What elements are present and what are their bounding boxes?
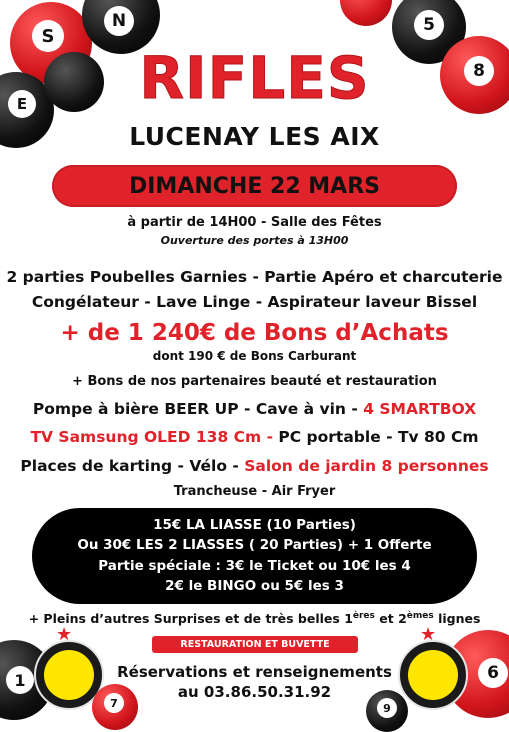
ball-label: E bbox=[8, 90, 36, 118]
ball-black-9 bbox=[366, 690, 408, 732]
star-icon: ★ bbox=[420, 624, 437, 645]
ball-label: 6 bbox=[478, 658, 508, 688]
prize-line-7-text: Places de karting - Vélo - bbox=[20, 457, 245, 475]
food-bar-label: RESTAURATION ET BUVETTE bbox=[180, 639, 330, 650]
bons-carburant: dont 190 € de Bons Carburant bbox=[152, 349, 357, 363]
sup-2: èmes bbox=[406, 611, 434, 621]
pricing-line-1: 15€ LA LIASSE (10 Parties) bbox=[153, 517, 356, 533]
date-banner bbox=[52, 165, 457, 207]
sup-1: ères bbox=[352, 611, 375, 621]
pricing-line-2: Ou 30€ LES 2 LIASSES ( 20 Parties) + 1 Offerte bbox=[77, 537, 432, 553]
surprises-text-b: et 2 bbox=[374, 611, 407, 627]
surprises-text-c: lignes bbox=[433, 611, 481, 627]
prize-smartbox: 4 SMARTBOX bbox=[363, 400, 477, 418]
prize-line-2: Congélateur - Lave Linge - Aspirateur laveur Bissel bbox=[31, 293, 478, 311]
star-icon: ★ bbox=[56, 624, 73, 645]
ball-label: N bbox=[104, 6, 134, 36]
club-logo-right bbox=[398, 640, 468, 710]
ball-label: S bbox=[32, 20, 64, 52]
phone-number: au 03.86.50.31.92 bbox=[177, 683, 332, 701]
prize-line-5-text: Pompe à bière BEER UP - Cave à vin - bbox=[32, 400, 364, 418]
ball-label: 8 bbox=[464, 56, 494, 86]
prize-line-6-text: PC portable - Tv 80 Cm bbox=[278, 428, 479, 446]
ball-red-top-right bbox=[340, 0, 392, 26]
bons-achats: + de 1 240€ de Bons d’Achats bbox=[60, 320, 449, 346]
ball-label: 7 bbox=[104, 693, 124, 713]
surprises-text-a: + Pleins d’autres Surprises et de très belles 1 bbox=[28, 611, 353, 627]
ball-red-7 bbox=[92, 684, 138, 730]
logo-inner bbox=[408, 650, 458, 700]
ball-label: 5 bbox=[414, 10, 444, 40]
prize-salon-jardin: Salon de jardin 8 personnes bbox=[244, 457, 489, 475]
ball-label: 1 bbox=[6, 666, 34, 694]
event-title: RIFLES bbox=[139, 44, 370, 112]
pricing-line-4: 2€ le BINGO ou 5€ les 3 bbox=[165, 578, 344, 594]
doors-opening: Ouverture des portes à 13H00 bbox=[160, 234, 349, 247]
prize-line-8: Trancheuse - Air Fryer bbox=[173, 484, 336, 499]
prize-line-7 bbox=[0, 457, 509, 475]
prize-line-1: 2 parties Poubelles Garnies - Partie Apéro et charcuterie bbox=[6, 268, 503, 286]
partners-line: + Bons de nos partenaires beauté et restauration bbox=[72, 374, 437, 389]
prize-tv-samsung: TV Samsung OLED 138 Cm - bbox=[30, 428, 279, 446]
event-location: LUCENAY LES AIX bbox=[129, 122, 380, 151]
event-date: DIMANCHE 22 MARS bbox=[128, 173, 380, 199]
pricing-line-3: Partie spéciale : 3€ le Ticket ou 10€ les 4 bbox=[98, 558, 411, 574]
food-bar bbox=[152, 636, 358, 653]
pricing-box bbox=[32, 508, 477, 604]
ball-label: 9 bbox=[377, 698, 397, 718]
reservations: Réservations et renseignements bbox=[117, 663, 392, 681]
logo-inner bbox=[44, 650, 94, 700]
prize-line-6 bbox=[0, 428, 509, 446]
time-place: à partir de 14H00 - Salle des Fêtes bbox=[127, 215, 382, 230]
prize-line-5 bbox=[0, 400, 509, 418]
